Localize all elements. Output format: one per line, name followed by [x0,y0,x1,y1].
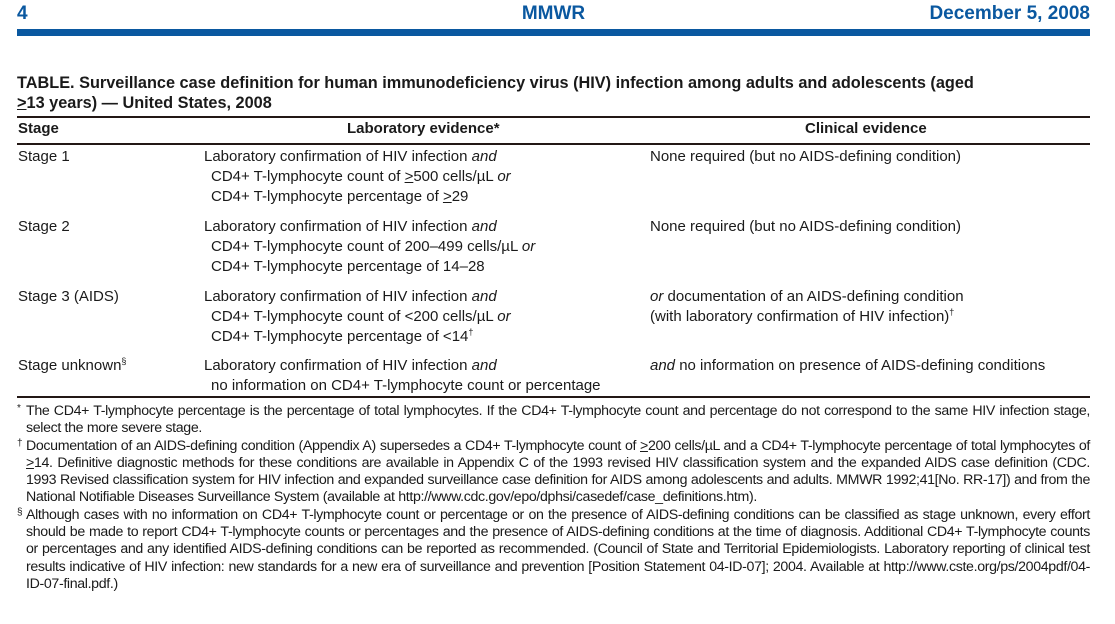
table-header-rule [17,143,1090,145]
laboratory-evidence-cell: Laboratory confirmation of HIV infection and CD4+ T-lymphocyte count of 200–499 cells/µL or CD4+ T-lymphocyte percentage of 14–28 [204,218,536,275]
footnote-section: § Although cases with no information on CD4+ T-lymphocyte count or percentage or on the presence of AIDS-defining conditions can be classified as stage unknown, every effort should be made to report CD4+ T-lymphocyte counts or percentages and the presence of AIDS-defining conditions at the time of diagnosis. Additional CD4+ T-lymphocyte counts or percentages and any identified AIDS-defining conditions can be reported as recommended. (Council of State and Territorial Epidemiologists. Laboratory reporting of clinical test results indicative of HIV infection: new standards for a new era of surveillance and prevention [Position Statement 04-ID-07]; 2004. Available at http://www.cste.org/ps/2004pdf/04-ID-07-final.pdf.) [17,506,1090,592]
column-header-laboratory-evidence: Laboratory evidence* [347,120,500,137]
issue-date: December 5, 2008 [929,3,1090,24]
table-bottom-rule [17,396,1090,398]
clinical-evidence-cell: and no information on presence of AIDS-defining conditions [650,357,1046,374]
dagger-footnote-ref: † [468,327,474,337]
dagger-footnote-ref: † [949,307,955,317]
journal-name: MMWR [521,3,586,24]
clinical-evidence-cell: None required (but no AIDS-defining condition) [650,218,962,235]
table-title: TABLE. Surveillance case definition for human immunodeficiency virus (HIV) infection among adults and adolescents (aged >13 years) — United States, 2008 [17,74,974,112]
footnotes [17,403,1090,593]
laboratory-evidence-cell: Laboratory confirmation of HIV infection and CD4+ T-lymphocyte count of >500 cells/µL or CD4+ T-lymphocyte percentage of >29 [204,148,511,205]
laboratory-evidence-cell: Laboratory confirmation of HIV infection and no information on CD4+ T-lymphocyte count or percentage [204,357,601,394]
stage-cell: Stage 1 [18,148,70,165]
clinical-evidence-cell: or documentation of an AIDS-defining condition (with laboratory confirmation of HIV infection)† [650,288,964,325]
footnote-asterisk: * The CD4+ T-lymphocyte percentage is the percentage of total lymphocytes. If the CD4+ T-lymphocyte count and percentage do not correspond to the same HIV infection stage, select the more severe stage. [17,403,1090,437]
column-header-stage: Stage [18,120,59,137]
footnote-dagger: † Documentation of an AIDS-defining condition (Appendix A) supersedes a CD4+ T-lymphocyte count of >200 cells/µL and a CD4+ T-lymphocyte percentage of total lymphocytes of >14. Definitive diagnostic methods for these conditions are available in Appendix C of the 1993 revised HIV classification system and the expanded AIDS case definition (CDC. 1993 Revised classification system for HIV infection and expanded surveillance case definition for AIDS among adolescents and adults. MMWR 1992;41[No. RR-17]) and from the National Notifiable Diseases Surveillance System (available at http://www.cdc.gov/epo/dphsi/casedef/case_definitions.htm). [17,437,1090,506]
stage-cell: Stage 3 (AIDS) [18,288,119,305]
column-header-clinical-evidence: Clinical evidence [805,120,927,137]
ge-symbol: > [17,94,27,112]
stage-cell: Stage unknown§ [18,356,127,374]
laboratory-evidence-cell: Laboratory confirmation of HIV infection and CD4+ T-lymphocyte count of <200 cells/µL or CD4+ T-lymphocyte percentage of <14† [204,288,511,345]
clinical-evidence-cell: None required (but no AIDS-defining condition) [650,148,962,165]
header-divider-bar [17,29,1090,36]
table-top-rule [17,116,1090,118]
running-head [17,3,1090,27]
stage-cell: Stage 2 [18,218,70,235]
section-footnote-ref: § [121,356,127,366]
page-number: 4 [17,3,28,24]
